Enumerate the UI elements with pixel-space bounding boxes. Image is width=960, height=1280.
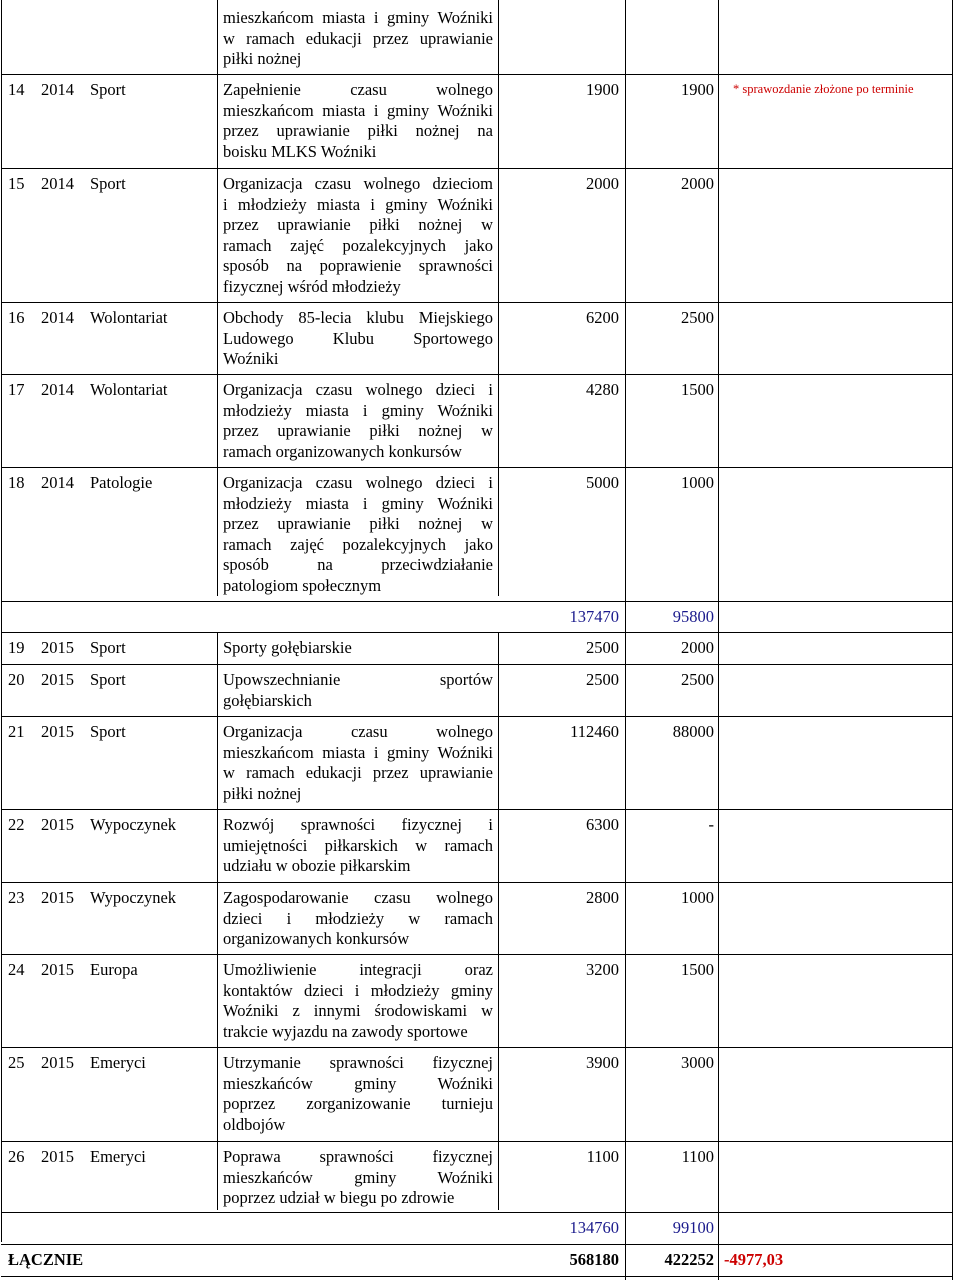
row-description: Organizacja czasu wolnego dzieciom i młodzieży miasta i gminy Woźniki przez uprawianie piłki nożnej w ramach zajęć pozalekcyjnych jako sposób na poprawienie sprawności fizycznej wśród młodzieży bbox=[223, 174, 493, 296]
amount-requested: 1100 bbox=[586, 1147, 619, 1166]
grid-line bbox=[1, 601, 952, 602]
subtotal-requested: 137470 bbox=[569, 607, 619, 626]
row-description: Poprawa sprawności fizycznej mieszkańców gminy Woźniki poprzez udział w biegu po zdrowie bbox=[223, 1147, 493, 1208]
amount-granted: 2000 bbox=[681, 638, 714, 657]
row-category: Sport bbox=[90, 670, 126, 689]
row-year: 2014 bbox=[41, 473, 74, 492]
row-number: 18 bbox=[8, 473, 25, 492]
row-category: Wypoczynek bbox=[90, 815, 177, 834]
total-granted: 422252 bbox=[664, 1250, 714, 1269]
amount-granted: - bbox=[708, 815, 714, 834]
row-description: Organizacja czasu wolnego mieszkańcom miasta i gminy Woźniki w ramach edukacji przez uprawianie piłki nożnej bbox=[223, 722, 493, 803]
grid-line bbox=[1, 954, 952, 955]
amount-granted: 2500 bbox=[681, 308, 714, 327]
total-difference: -4977,03 bbox=[724, 1250, 784, 1269]
row-year: 2015 bbox=[41, 1147, 74, 1166]
row-description: Rozwój sprawności fizycznej i umiejętności piłkarskich w ramach udziału w obozie piłkarskim bbox=[223, 815, 493, 876]
amount-granted: 1500 bbox=[681, 960, 714, 979]
amount-requested: 4280 bbox=[586, 380, 619, 399]
amount-granted: 1900 bbox=[681, 80, 714, 99]
row-category: Emeryci bbox=[90, 1053, 146, 1072]
row-number: 25 bbox=[8, 1053, 25, 1072]
row-number: 20 bbox=[8, 670, 25, 689]
amount-requested: 2800 bbox=[586, 888, 619, 907]
total-requested: 568180 bbox=[569, 1250, 619, 1269]
grid-line bbox=[718, 0, 719, 1280]
amount-requested: 6300 bbox=[586, 815, 619, 834]
row-number: 15 bbox=[8, 174, 25, 193]
row-number: 14 bbox=[8, 80, 25, 99]
row-year: 2015 bbox=[41, 638, 74, 657]
row-number: 17 bbox=[8, 380, 25, 399]
grid-line bbox=[217, 0, 218, 596]
row-year: 2015 bbox=[41, 1053, 74, 1072]
row-category: Europa bbox=[90, 960, 138, 979]
row-number: 21 bbox=[8, 722, 25, 741]
row-description: Obchody 85-lecia klubu Miejskiego Ludowego Klubu Sportowego Woźniki bbox=[223, 308, 493, 369]
grid-line bbox=[1, 467, 952, 468]
grid-line bbox=[1, 1212, 952, 1213]
grid-line bbox=[1, 1276, 952, 1277]
amount-requested: 5000 bbox=[586, 473, 619, 492]
row-category: Sport bbox=[90, 722, 126, 741]
row-description: Sporty gołębiarskie bbox=[223, 638, 352, 657]
total-label: ŁĄCZNIE bbox=[8, 1250, 84, 1269]
amount-requested: 112460 bbox=[570, 722, 619, 741]
grid-line bbox=[1, 0, 2, 1242]
amount-requested: 1900 bbox=[586, 80, 619, 99]
row-description: Organizacja czasu wolnego dzieci i młodzieży miasta i gminy Woźniki przez uprawianie piłki nożnej w ramach zajęć pozalekcyjnych jako sposób na przeciwdziałanie patologiom społecznym bbox=[223, 473, 493, 595]
row-number: 26 bbox=[8, 1147, 25, 1166]
row-description: Zapełnienie czasu wolnego mieszkańcom miasta i gminy Woźniki przez uprawianie piłki nożnej na boisku MLKS Woźniki bbox=[223, 80, 493, 161]
grid-line bbox=[1, 632, 952, 633]
amount-granted: 1100 bbox=[681, 1147, 714, 1166]
row-category: Wolontariat bbox=[90, 308, 168, 327]
grid-line bbox=[625, 0, 626, 1280]
amount-requested: 2500 bbox=[586, 638, 619, 657]
grid-line bbox=[1, 882, 952, 883]
row-year: 2014 bbox=[41, 80, 74, 99]
amount-requested: 3200 bbox=[586, 960, 619, 979]
grid-line bbox=[1, 664, 952, 665]
grid-line bbox=[217, 632, 218, 1210]
amount-granted: 1000 bbox=[681, 888, 714, 907]
row-description: mieszkańcom miasta i gminy Woźniki w ramach edukacji przez uprawianie piłki nożnej bbox=[223, 8, 493, 69]
grid-line bbox=[1, 1141, 952, 1142]
grid-line bbox=[1, 302, 952, 303]
row-description: Utrzymanie sprawności fizycznej mieszkańców gminy Woźniki poprzez zorganizowanie turnieju oldbojów bbox=[223, 1053, 493, 1134]
amount-requested: 2000 bbox=[586, 174, 619, 193]
row-category: Sport bbox=[90, 638, 126, 657]
amount-requested: 6200 bbox=[586, 308, 619, 327]
row-category: Sport bbox=[90, 80, 126, 99]
row-number: 16 bbox=[8, 308, 25, 327]
amount-requested: 3900 bbox=[586, 1053, 619, 1072]
row-description: Zagospodarowanie czasu wolnego dzieci i młodzieży w ramach organizowanych konkursów bbox=[223, 888, 493, 949]
grid-line bbox=[1, 374, 952, 375]
row-number: 22 bbox=[8, 815, 25, 834]
row-description: Upowszechnianie sportów gołębiarskich bbox=[223, 670, 493, 710]
subtotal-granted: 95800 bbox=[672, 607, 714, 626]
amount-granted: 1000 bbox=[681, 473, 714, 492]
grid-line bbox=[1, 809, 952, 810]
row-category: Wypoczynek bbox=[90, 888, 177, 907]
amount-granted: 2000 bbox=[681, 174, 714, 193]
row-number: 23 bbox=[8, 888, 25, 907]
row-year: 2015 bbox=[41, 888, 74, 907]
amount-requested: 2500 bbox=[586, 670, 619, 689]
late-report-note: * sprawozdanie złożone po terminie bbox=[733, 82, 914, 96]
grid-line bbox=[1, 1047, 952, 1048]
subtotal-requested: 134760 bbox=[569, 1218, 619, 1237]
amount-granted: 88000 bbox=[672, 722, 714, 741]
grid-line bbox=[1, 168, 952, 169]
grid-line bbox=[498, 632, 499, 1210]
row-description: Umożliwienie integracji oraz kontaktów dzieci i młodzieży gminy Woźniki z innymi środowiskami w trakcie wyjazdu na zawody sportowe bbox=[223, 960, 493, 1041]
row-category: Sport bbox=[90, 174, 126, 193]
row-number: 19 bbox=[8, 638, 25, 657]
amount-granted: 3000 bbox=[681, 1053, 714, 1072]
row-number: 24 bbox=[8, 960, 25, 979]
row-year: 2015 bbox=[41, 815, 74, 834]
row-category: Emeryci bbox=[90, 1147, 146, 1166]
row-category: Wolontariat bbox=[90, 380, 168, 399]
grid-line bbox=[1, 716, 952, 717]
subtotal-granted: 99100 bbox=[672, 1218, 714, 1237]
row-year: 2015 bbox=[41, 960, 74, 979]
grid-line bbox=[952, 0, 953, 1280]
amount-granted: 2500 bbox=[681, 670, 714, 689]
row-year: 2014 bbox=[41, 380, 74, 399]
row-year: 2014 bbox=[41, 308, 74, 327]
row-category: Patologie bbox=[90, 473, 153, 492]
row-year: 2014 bbox=[41, 174, 74, 193]
grid-line bbox=[498, 0, 499, 596]
row-description: Organizacja czasu wolnego dzieci i młodzieży miasta i gminy Woźniki przez uprawianie piłki nożnej w ramach organizowanych konkursów bbox=[223, 380, 493, 461]
row-year: 2015 bbox=[41, 670, 74, 689]
grid-line bbox=[1, 74, 952, 75]
row-year: 2015 bbox=[41, 722, 74, 741]
amount-granted: 1500 bbox=[681, 380, 714, 399]
grid-line bbox=[1, 1244, 952, 1245]
